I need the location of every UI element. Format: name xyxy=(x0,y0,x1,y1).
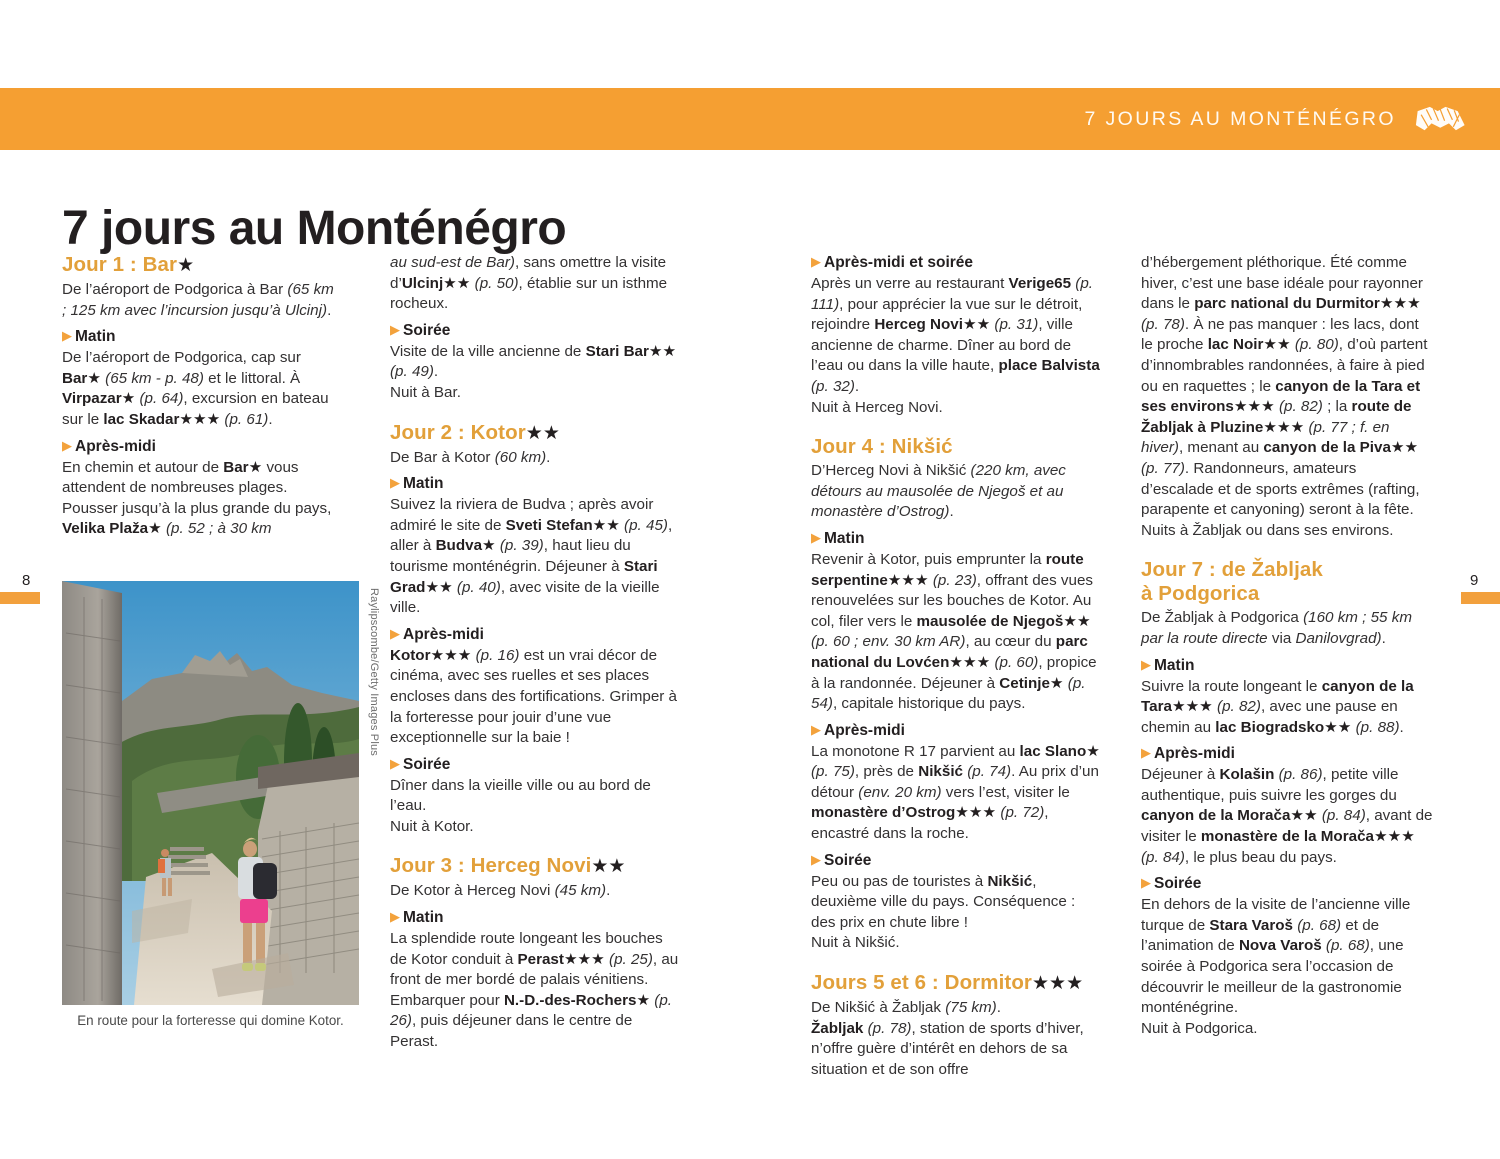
subhead-matin-7-label: Matin xyxy=(1154,656,1195,674)
triangle-icon: ▶ xyxy=(390,321,400,337)
day3-matin-body: La splendide route longeant les bouches de Kotor conduit à Perast★★★ (p. 25), au front de mer bordé de palais vénitiens. Embarquer pour N.-D.-des-Rochers★ (p. 26), puis déjeuner dans le centre de Perast. xyxy=(390,930,679,1051)
subhead-apresmidi-7 xyxy=(1141,744,1433,764)
day7-matin-body: Suivre la route longeant le canyon de la Tara★★★ (p. 82), avec une pause en chemin au lac Biogradsko★★ (p. 88). xyxy=(1141,677,1414,736)
triangle-icon: ▶ xyxy=(390,909,400,925)
page-title: 7 jours au Monténégro xyxy=(62,202,567,256)
day1-soiree-body: Visite de la ville ancienne de Stari Bar★★ (p. 49). Nuit à Bar. xyxy=(390,342,677,401)
subhead-matin-4-label: Matin xyxy=(824,529,865,547)
header-title: 7 JOURS AU MONTÉNÉGRO xyxy=(1084,107,1396,130)
day-heading-2 xyxy=(390,421,680,446)
subhead-soiree-7-label: Soirée xyxy=(1154,875,1202,893)
folio-tab-right xyxy=(1461,592,1500,604)
day7-apm-body: Déjeuner à Kolašin (p. 86), petite ville authentique, puis suivre les gorges du canyon de la Morača★★ (p. 84), avant de visiter le monastère de la Morača★★★ (p. 84), le plus beau du pays. xyxy=(1141,766,1433,866)
subhead-apresmidi-2-label: Après-midi xyxy=(403,625,484,643)
day7-soiree-body: En dehors de la visite de l’ancienne ville turque de Stara Varoš (p. 68) et de l’animation de Nova Varoš (p. 68), une soirée à Podgorica sera l’occasion de découvrir le meilleur de la gastronomie monténégrine. Nuit à Podgorica. xyxy=(1141,896,1411,1037)
triangle-icon: ▶ xyxy=(811,529,821,545)
day1-intro-c: . xyxy=(327,301,332,319)
subhead-matin-3-label: Matin xyxy=(403,909,444,927)
subhead-soiree-day2 xyxy=(390,755,680,775)
day3-apm-body: Après un verre au restaurant Verige65 (p. 111), pour apprécier la vue sur le détroit, rejoindre Herceg Novi★★ (p. 31), ville ancienne de charme. Dîner au bord de l’eau ou dans la ville haute, place Balvista (p. 32). Nuit à Herceg Novi. xyxy=(811,275,1100,416)
day1-apm-body: En chemin et autour de Bar★ vous attendent de nombreuses plages. Pousser jusqu’à la plus grande du pays, Velika Plaža★ (p. 52 ; à 30 km xyxy=(62,458,332,538)
day1-intro-a: De l’aéroport de Podgorica à Bar xyxy=(62,281,288,298)
day-heading-2-stars: ★★ xyxy=(525,422,560,444)
photo-credit: Raylipscombe/Getty Images Plus xyxy=(368,588,380,757)
subhead-apresmidi-2 xyxy=(390,625,680,645)
column-2 xyxy=(390,253,680,1053)
day-heading-7 xyxy=(1141,558,1433,606)
folio-left: 8 xyxy=(22,572,31,589)
subhead-apresmidi-4-label: Après-midi xyxy=(824,721,905,739)
day1-intro-b: (65 km ; 125 km avec l’incursion jusqu’à Ulcinj) xyxy=(62,281,334,319)
day3-intro: De Kotor à Herceg Novi (45 km). xyxy=(390,882,611,900)
subhead-matin-4 xyxy=(811,529,1101,549)
day-heading-1-label: Jour 1 : Bar xyxy=(62,253,178,276)
triangle-icon: ▶ xyxy=(390,625,400,641)
triangle-icon: ▶ xyxy=(811,254,821,269)
column-1 xyxy=(62,253,334,540)
day-heading-1 xyxy=(62,253,334,278)
subhead-soiree-day2-label: Soirée xyxy=(403,755,451,773)
day-heading-4-label: Jour 4 : Nikšić xyxy=(811,435,953,459)
col4-continuation: d’hébergement pléthorique. Été comme hiver, c’est une base idéale pour rayonner dans le parc national du Durmitor★★★ (p. 78). À ne pas manquer : les lacs, dont le proche lac Noir★★ (p. 80), d’où partent d’innombrables randonnées, à faire à pied ou en raquettes ; le canyon de la Tara et ses environs★★★ (p. 82) ; la route de Žabljak à Pluzine★★★ (p. 77 ; f. en hiver), menant au canyon de la Piva★★ (p. 77). Randonneurs, amateurs d’escalade et de sports extrêmes (rafting, parapente et canyoning) seront à la fête. Nuits à Žabljak ou dans ses environs. xyxy=(1141,254,1428,539)
day-heading-56-stars: ★★★ xyxy=(1032,973,1084,995)
triangle-icon: ▶ xyxy=(1141,745,1151,761)
day2-apm-body: Kotor★★★ (p. 16) est un vrai décor de cinéma, avec ses ruelles et ses places encloses dans des fortifications. Grimper à la forteresse pour jouir d’une vue exceptionnelle sur la baie ! xyxy=(390,646,678,747)
subhead-apresmidi-1 xyxy=(62,437,334,457)
day-heading-2-label: Jour 2 : Kotor xyxy=(390,420,526,444)
subhead-apresmidi-4 xyxy=(811,721,1101,741)
subhead-apresmidi-soiree-3-label: Après-midi et soirée xyxy=(824,254,974,271)
day-heading-3-stars: ★★ xyxy=(591,856,626,878)
day56-intro: De Nikšić à Žabljak (75 km). xyxy=(811,999,1001,1017)
subhead-soiree-4-label: Soirée xyxy=(824,851,872,869)
photo-kotor-fortress xyxy=(62,581,359,1005)
subhead-soiree-day1 xyxy=(390,321,680,341)
day2-soiree-body: Dîner dans la vieille ville ou au bord de l’eau. Nuit à Kotor. xyxy=(390,776,651,835)
subhead-soiree-4 xyxy=(811,851,1101,871)
subhead-soiree-7 xyxy=(1141,874,1433,894)
handshake-icon xyxy=(1414,99,1470,139)
day-heading-3-label: Jour 3 : Herceg Novi xyxy=(390,854,592,878)
day4-matin-body: Revenir à Kotor, puis emprunter la route serpentine★★★ (p. 23), offrant des vues renouvelées sur les bouches de Kotor. Au col, filer vers le mausolée de Njegoš★★ (p. 60 ; env. 30 km AR), au cœur du parc national du Lovćen★★★ (p. 60), propice à la randonnée. Déjeuner à Cetinje★ (p. 54), capitale historique du pays. xyxy=(811,550,1097,713)
day1-intro xyxy=(62,280,334,321)
day-heading-7-line2: à Podgorica xyxy=(1141,582,1260,606)
day-heading-1-stars: ★ xyxy=(177,255,195,276)
day2-matin-body: Suivez la riviera de Budva ; après avoir admiré le site de Sveti Stefan★★ (p. 45), aller à Budva★ (p. 39), haut lieu du tourisme monténégrin. Déjeuner à Stari Grad★★ (p. 40), avec visite de la vieille ville. xyxy=(390,496,673,617)
triangle-icon: ▶ xyxy=(1141,656,1151,672)
day-heading-7-line1: Jour 7 : de Žabljak xyxy=(1141,558,1323,582)
triangle-icon: ▶ xyxy=(62,328,72,344)
triangle-icon: ▶ xyxy=(62,437,72,453)
subhead-matin-7 xyxy=(1141,656,1433,676)
subhead-matin-3 xyxy=(390,908,680,928)
subhead-matin-2 xyxy=(390,474,680,494)
subhead-matin-2-label: Matin xyxy=(403,475,444,493)
day4-soiree-body: Peu ou pas de touristes à Nikšić, deuxième ville du pays. Conséquence : des prix en chute libre ! Nuit à Nikšić. xyxy=(811,872,1076,952)
day-heading-56 xyxy=(811,971,1101,996)
folio-tab-left xyxy=(0,592,40,604)
page-header-bar xyxy=(0,88,1500,150)
triangle-icon: ▶ xyxy=(811,851,821,867)
col2-continuation: au sud-est de Bar), sans omettre la visite d’Ulcinj★★ (p. 50), établie sur un isthme rocheux. xyxy=(390,254,668,313)
column-4 xyxy=(1141,253,1433,1039)
folio-right: 9 xyxy=(1470,572,1479,589)
subhead-matin-1 xyxy=(62,327,334,347)
triangle-icon: ▶ xyxy=(1141,875,1151,891)
subhead-apresmidi-soiree-3 xyxy=(811,253,1101,273)
triangle-icon: ▶ xyxy=(390,475,400,491)
header-content xyxy=(1084,88,1470,150)
day56-body: Žabljak (p. 78), station de sports d’hiver, n’offre guère d’intérêt en dehors de sa situation et de son offre xyxy=(811,1019,1084,1078)
day4-apm-body: La monotone R 17 parvient au lac Slano★ (p. 75), près de Nikšić (p. 74). Au prix d’un détour (env. 20 km) vers l’est, visiter le monastère d’Ostrog★★★ (p. 72), encastré dans la roche. xyxy=(811,742,1100,843)
subhead-matin-1-label: Matin xyxy=(75,328,116,346)
day-heading-3 xyxy=(390,854,680,879)
photo-caption: En route pour la forteresse qui domine Kotor. xyxy=(77,1013,344,1028)
subhead-apresmidi-7-label: Après-midi xyxy=(1154,745,1235,763)
column-3 xyxy=(811,253,1101,1080)
triangle-icon: ▶ xyxy=(811,721,821,737)
day2-intro: De Bar à Kotor (60 km). xyxy=(390,448,551,466)
day-heading-56-label: Jours 5 et 6 : Dormitor xyxy=(811,971,1033,995)
subhead-apresmidi-1-label: Après-midi xyxy=(75,437,156,455)
day4-intro: D’Herceg Novi à Nikšić (220 km, avec détours au mausolée de Njegoš et au monastère d’Ostrog). xyxy=(811,462,1066,521)
day-heading-4 xyxy=(811,435,1101,459)
subhead-soiree-day1-label: Soirée xyxy=(403,321,451,339)
day1-matin-body: De l’aéroport de Podgorica, cap sur Bar★ (65 km - p. 48) et le littoral. À Virpazar★ (p. 64), excursion en bateau sur le lac Skadar★★★ (p. 61). xyxy=(62,349,329,428)
triangle-icon: ▶ xyxy=(390,755,400,771)
day7-intro: De Žabljak à Podgorica (160 km ; 55 km par la route directe via Danilovgrad). xyxy=(1141,609,1412,647)
